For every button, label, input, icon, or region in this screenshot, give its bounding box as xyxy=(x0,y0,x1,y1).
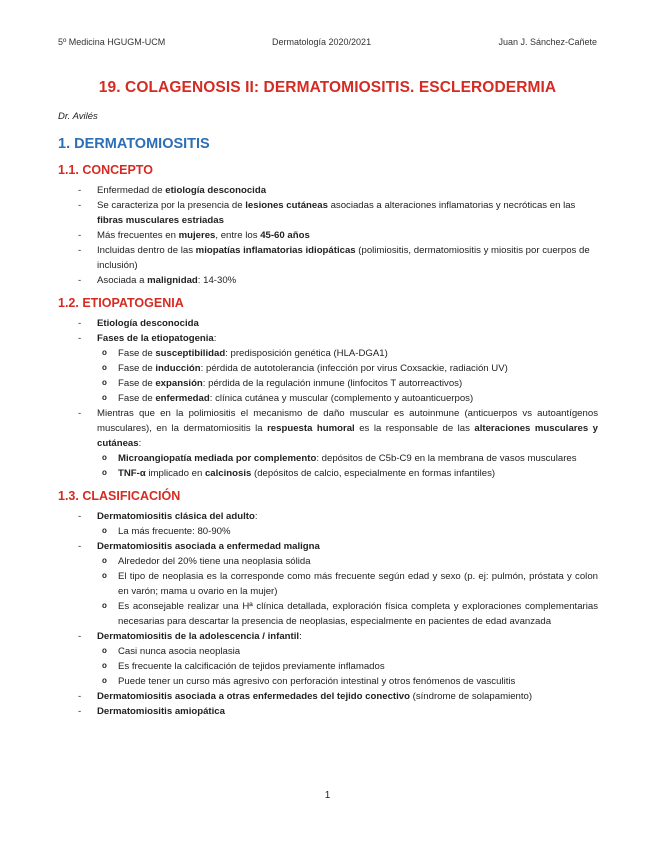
sublist xyxy=(99,524,598,539)
clasificacion-list xyxy=(58,509,598,719)
sublist xyxy=(99,346,598,406)
list-item: - Más frecuentes en mujeres, entre los 45-60 años xyxy=(58,228,598,243)
main-content xyxy=(58,136,598,719)
list-item: - Dermatomiositis asociada a otras enfermedades del tejido conectivo (síndrome de solapamiento) xyxy=(58,689,598,704)
page-number: 1 xyxy=(324,790,331,801)
list-item: - Dermatomiositis de la adolescencia / infantil: o Casi nunca asocia neoplasia o Es frecuente la calcificación de tejidos previamente inflamados o Puede tener un curso más agresivo con perforación intestinal y otros fenómenos de vasculitis xyxy=(58,629,598,689)
list-item: o La más frecuente: 80-90% xyxy=(99,524,598,539)
list-item: - Incluidas dentro de las miopatías inflamatorias idiopáticas (polimiositis, dermatomiositis y miositis por cuerpos de inclusión) xyxy=(58,243,598,273)
list-item: o Microangiopatía mediada por complemento: depósitos de C5b-C9 en la membrana de vasos musculares xyxy=(99,451,598,466)
list-item: o Fase de enfermedad: clínica cutánea y muscular (complemento y autoanticuerpos) xyxy=(99,391,598,406)
list-item: - Dermatomiositis amiopática xyxy=(58,704,598,719)
header-right: Juan J. Sánchez-Cañete xyxy=(498,37,597,47)
list-item: - Se caracteriza por la presencia de lesiones cutáneas asociadas a alteraciones inflamatorias y necróticas en las fibras musculares estriadas xyxy=(58,198,598,228)
sublist xyxy=(99,644,598,689)
author: Dr. Avilés xyxy=(58,111,98,122)
list-item: - Fases de la etiopatogenia: o Fase de susceptibilidad: predisposición genética (HLA-DGA1) o Fase de inducción: pérdida de autotolerancia (infección por virus Coxsackie, radiación UV) o Fase de expansión: pérdida de la regulación inmune (linfocitos T autorreactivos) o Fase de enfermedad: clínica cutánea y muscular (complemento y autoanticuerpos) xyxy=(58,331,598,406)
header-center: Dermatología 2020/2021 xyxy=(272,37,372,47)
subsection-heading-etiopatogenia: 1.2. ETIOPATOGENIA xyxy=(58,296,184,310)
list-item: - Enfermedad de etiología desconocida xyxy=(58,183,598,198)
list-item: o TNF-α implicado en calcinosis (depósitos de calcio, especialmente en formas infantiles) xyxy=(99,466,598,481)
page-title: 19. COLAGENOSIS II: DERMATOMIOSITIS. ESCLERODERMIA xyxy=(98,79,557,96)
list-item: - Dermatomiositis clásica del adulto: o La más frecuente: 80-90% xyxy=(58,509,598,539)
sublist xyxy=(99,451,598,481)
list-item: o Es frecuente la calcificación de tejidos previamente inflamados xyxy=(99,659,598,674)
concepto-list xyxy=(58,183,598,288)
list-item: o Es aconsejable realizar una Hª clínica detallada, exploración física completa y exploraciones complementarias necesarias para descartar la presencia de neoplasias, especialmente en pacientes de edad avanzada xyxy=(99,599,598,629)
list-item: o Fase de inducción: pérdida de autotolerancia (infección por virus Coxsackie, radiación UV) xyxy=(99,361,598,376)
list-item: o Casi nunca asocia neoplasia xyxy=(99,644,598,659)
subsection-heading-clasificacion: 1.3. CLASIFICACIÓN xyxy=(58,489,181,503)
sublist xyxy=(99,554,598,629)
list-item: o El tipo de neoplasia es la corresponde como más frecuente según edad y sexo (p. ej: pulmón, próstata y colon en varón; mama u ovario en la mujer) xyxy=(99,569,598,599)
list-item: o Alrededor del 20% tiene una neoplasia sólida xyxy=(99,554,598,569)
list-item: - Asociada a malignidad: 14-30% xyxy=(58,273,598,288)
header-left: 5º Medicina HGUGM-UCM xyxy=(58,37,166,47)
list-item: - Mientras que en la polimiositis el mecanismo de daño muscular es autoinmune (anticuerpos vs autoantígenos musculares), en la dermatomiositis la respuesta humoral es la responsable de las alteraciones musculares y cutáneas: o Microangiopatía mediada por complemento: depósitos de C5b-C9 en la membrana de vasos musculares o TNF-α implicado en calcinosis (depósitos de calcio, especialmente en formas infantiles) xyxy=(58,406,598,481)
list-item: o Puede tener un curso más agresivo con perforación intestinal y otros fenómenos de vasculitis xyxy=(99,674,598,689)
list-item: o Fase de expansión: pérdida de la regulación inmune (linfocitos T autorreactivos) xyxy=(99,376,598,391)
etiopatogenia-list xyxy=(58,316,598,481)
list-item: - Dermatomiositis asociada a enfermedad maligna o Alrededor del 20% tiene una neoplasia sólida o El tipo de neoplasia es la corresponde como más frecuente según edad y sexo (p. ej: pulmón, próstata y colon en varón; mama u ovario en la mujer) o Es aconsejable realizar una Hª clínica detallada, exploración física completa y exploraciones complementarias necesarias para descartar la presencia de neoplasias, especialmente en pacientes de edad avanzada xyxy=(58,539,598,629)
list-item: - Etiología desconocida xyxy=(58,316,598,331)
list-item: o Fase de susceptibilidad: predisposición genética (HLA-DGA1) xyxy=(99,346,598,361)
subsection-heading-concepto: 1.1. CONCEPTO xyxy=(58,163,153,177)
section-heading-dermatomiositis: 1. DERMATOMIOSITIS xyxy=(58,136,210,152)
